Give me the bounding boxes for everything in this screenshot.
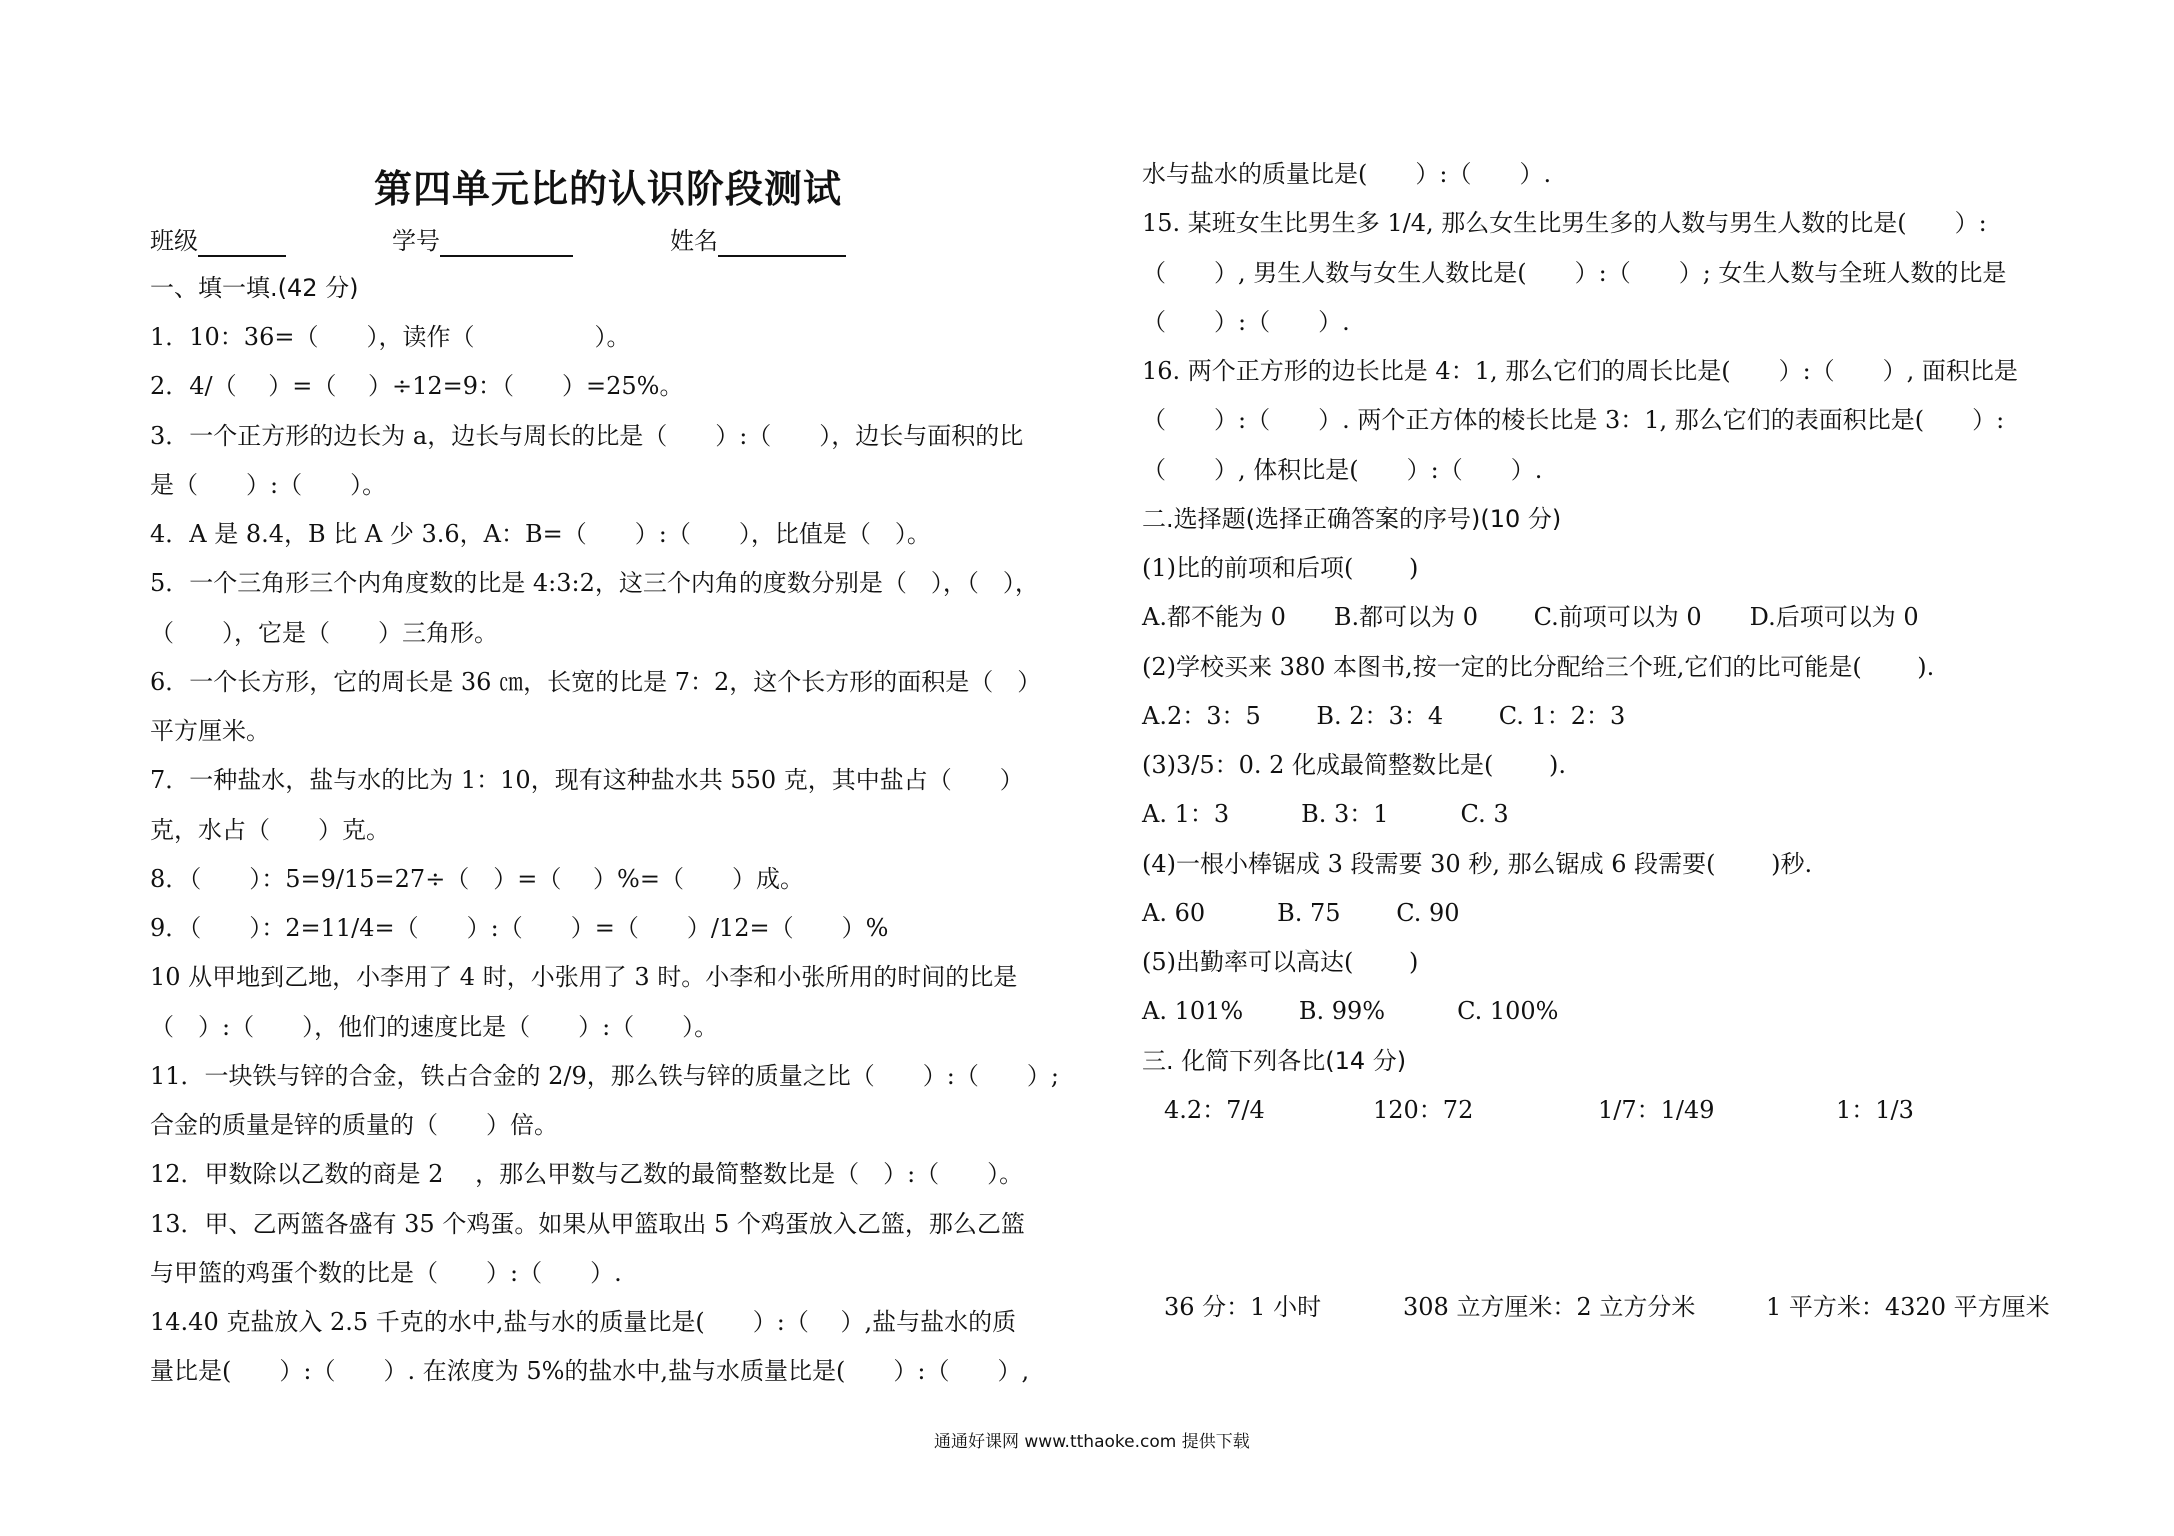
- question-line: （ ）, 体积比是( ）:（ ）.: [1142, 456, 1543, 484]
- simplify-item: 1：1/3: [1836, 1096, 1914, 1124]
- option-line: A. 1：3 B. 3：1 C. 3: [1142, 800, 1509, 828]
- question-line: 水与盐水的质量比是( ）:（ ）.: [1142, 160, 1552, 188]
- question-line: 克，水占（ ）克。: [150, 816, 390, 844]
- question-line: （ ）:（ ）. 两个正方体的棱长比是 3：1, 那么它们的表面积比是( ）:: [1142, 406, 2005, 434]
- simplify-item: 308 立方厘米：2 立方分米: [1403, 1293, 1696, 1321]
- name-field: [670, 225, 846, 257]
- number-field: [392, 225, 573, 257]
- simplify-item: 1/7：1/49: [1598, 1096, 1715, 1124]
- question-line: 8．（ ）：5=9/15=27÷（ ）=（ ）%=（ ）成。: [150, 865, 804, 893]
- simplify-item: 36 分：1 小时: [1164, 1293, 1322, 1321]
- question-line: 9．（ ）：2=11/4=（ ）:（ ）=（ ）/12=（ ）%: [150, 914, 889, 942]
- question-line: 14.40 克盐放入 2.5 千克的水中,盐与水的质量比是( ）:（ ）,盐与盐水的质: [150, 1308, 1017, 1336]
- question-line: (2)学校买来 380 本图书,按一定的比分配给三个班,它们的比可能是( ).: [1142, 653, 1935, 681]
- question-line: 量比是( ）:（ ）. 在浓度为 5%的盐水中,盐与水质量比是( ）:（ ）,: [150, 1357, 1030, 1385]
- question-line: 11．一块铁与锌的合金，铁占合金的 2/9，那么铁与锌的质量之比（ ）:（ ）;: [150, 1062, 1059, 1090]
- section-fill-heading: 一、填一填.(42 分): [150, 274, 359, 302]
- section-simplify-heading: 三. 化简下列各比(14 分): [1142, 1047, 1407, 1075]
- class-blank: [198, 229, 286, 257]
- question-line: (4)一根小棒锯成 3 段需要 30 秒, 那么锯成 6 段需要( )秒.: [1142, 850, 1813, 878]
- number-label: 学号: [392, 227, 440, 255]
- question-line: （ ）:（ ），他们的速度比是（ ）:（ ）。: [150, 1013, 719, 1041]
- section-choice-heading: 二.选择题(选择正确答案的序号)(10 分): [1142, 505, 1562, 533]
- question-line: 16. 两个正方形的边长比是 4：1, 那么它们的周长比是( ）:（ ）, 面积比是: [1142, 357, 2018, 385]
- simplify-item: 120：72: [1373, 1096, 1474, 1124]
- question-line: 是（ ）:（ ）。: [150, 471, 387, 499]
- question-line: (1)比的前项和后项( ): [1142, 554, 1419, 582]
- question-line: 12．甲数除以乙数的商是 2 ，那么甲数与乙数的最简整数比是（ ）:（ ）。: [150, 1160, 1024, 1188]
- question-line: 6．一个长方形，它的周长是 36 ㎝，长宽的比是 7：2，这个长方形的面积是（ ）: [150, 668, 1042, 696]
- page-title: 第四单元比的认识阶段测试: [374, 167, 843, 211]
- footer-credit: 通通好课网 www.tthaoke.com 提供下载: [934, 1432, 1250, 1452]
- number-blank: [440, 229, 573, 257]
- question-line: (3)3/5：0. 2 化成最简整数比是( ).: [1142, 751, 1567, 779]
- question-line: 2．4/（ ）=（ ）÷12=9：（ ）=25%。: [150, 372, 684, 400]
- question-line: （ ）:（ ）.: [1142, 308, 1350, 336]
- question-line: 13．甲、乙两篮各盛有 35 个鸡蛋。如果从甲篮取出 5 个鸡蛋放入乙篮，那么乙篮: [150, 1210, 1025, 1238]
- question-line: （ ），它是（ ）三角形。: [150, 619, 498, 647]
- question-line: 4．A 是 8.4，B 比 A 少 3.6，A：B=（ ）:（ ），比值是（ ）。: [150, 520, 931, 548]
- class-field: [150, 225, 286, 257]
- name-blank: [718, 229, 846, 257]
- option-line: A. 60 B. 75 C. 90: [1142, 899, 1460, 927]
- option-line: A. 101% B. 99% C. 100%: [1142, 997, 1559, 1025]
- question-line: 合金的质量是锌的质量的（ ）倍。: [150, 1111, 558, 1139]
- question-line: 10 从甲地到乙地，小李用了 4 时，小张用了 3 时。小李和小张所用的时间的比是: [150, 963, 1018, 991]
- question-line: 3．一个正方形的边长为 a，边长与周长的比是（ ）:（ ），边长与面积的比: [150, 422, 1024, 450]
- question-line: （ ）, 男生人数与女生人数比是( ）:（ ）; 女生人数与全班人数的比是: [1142, 259, 2007, 287]
- question-line: (5)出勤率可以高达( ): [1142, 948, 1419, 976]
- option-line: A.2：3：5 B. 2：3：4 C. 1：2：3: [1142, 702, 1626, 730]
- question-line: 与甲篮的鸡蛋个数的比是（ ）:（ ）.: [150, 1259, 622, 1287]
- question-line: 5．一个三角形三个内角度数的比是 4:3:2，这三个内角的度数分别是（ ），（ ），: [150, 569, 1039, 597]
- name-label: 姓名: [670, 227, 718, 255]
- option-line: A.都不能为 0 B.都可以为 0 C.前项可以为 0 D.后项可以为 0: [1142, 603, 1919, 631]
- class-label: 班级: [150, 227, 198, 255]
- simplify-item: 4.2：7/4: [1164, 1096, 1265, 1124]
- question-line: 平方厘米。: [150, 717, 270, 745]
- question-line: 1．10：36=（ ），读作（ ）。: [150, 323, 631, 351]
- simplify-item: 1 平方米：4320 平方厘米: [1766, 1293, 2050, 1321]
- question-line: 15. 某班女生比男生多 1/4, 那么女生比男生多的人数与男生人数的比是( ）:: [1142, 209, 1987, 237]
- question-line: 7．一种盐水，盐与水的比为 1：10，现有这种盐水共 550 克，其中盐占（ ）: [150, 766, 1024, 794]
